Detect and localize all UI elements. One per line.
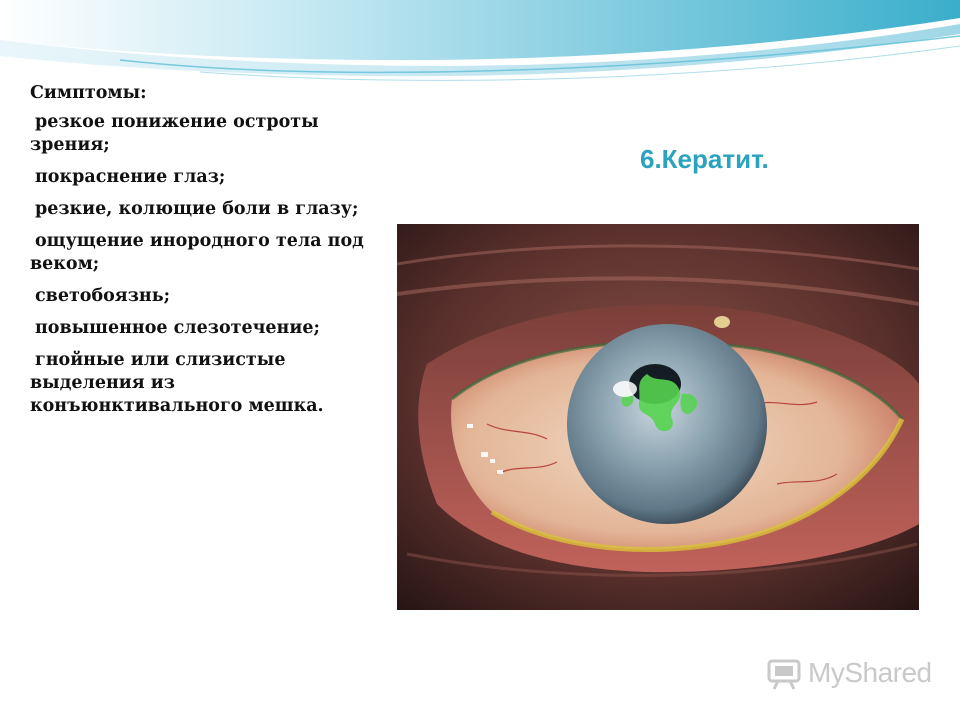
symptom-list (30, 111, 370, 418)
symptom-item: резкое понижение остроты зрения; (30, 112, 319, 155)
slide-title: 6.Кератит. (640, 144, 769, 174)
symptoms-heading: Симптомы: (30, 83, 147, 103)
symptoms-block (30, 82, 370, 427)
symptom-item: гнойные или слизистые выделения из конъюнктивального мешка. (30, 350, 324, 416)
symptom-item: светобоязнь; (35, 286, 171, 306)
symptom-item: резкие, колющие боли в глазу; (35, 199, 359, 219)
mysharedlogo-watermark (766, 654, 932, 692)
header-wave-decoration (0, 0, 960, 90)
symptom-item: ощущение инородного тела под веком; (30, 231, 364, 274)
eye-photo (397, 224, 919, 610)
mysharedlogo-text: MyShared (808, 657, 932, 688)
symptom-item: повышенное слезотечение; (35, 318, 320, 338)
symptom-item: покраснение глаз; (35, 167, 226, 187)
eye-illustration (397, 224, 919, 610)
mysharedlogo-icon (766, 655, 804, 691)
